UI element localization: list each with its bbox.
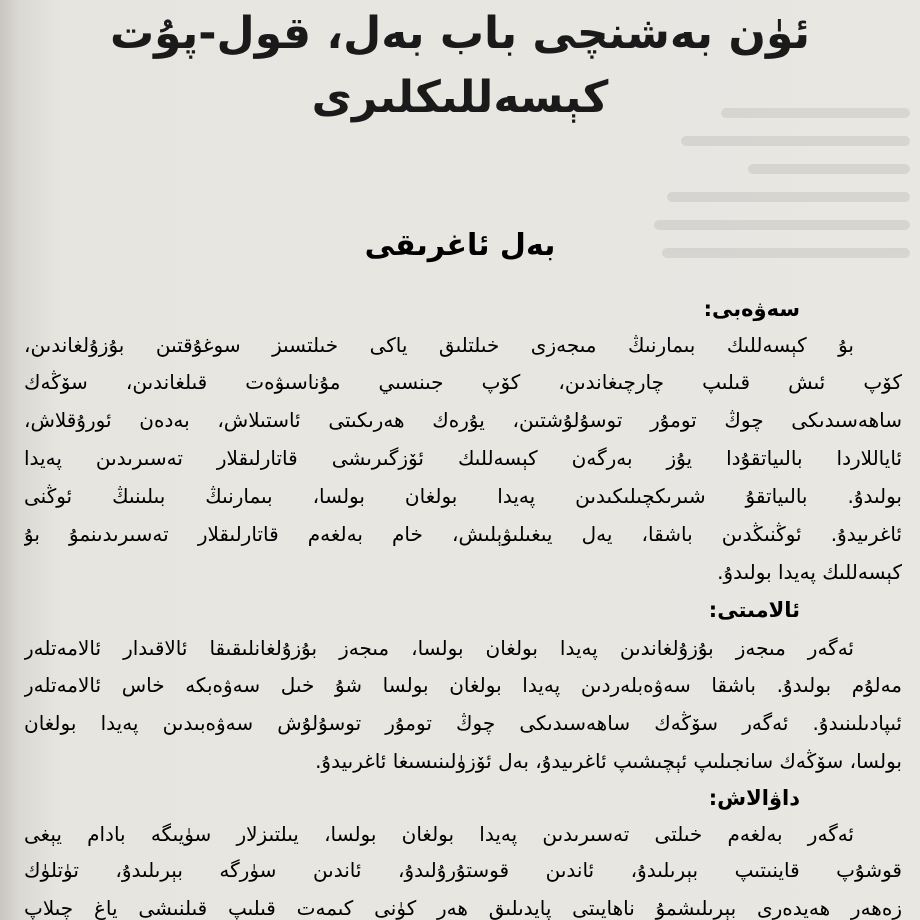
treatment-line-2: قوشۇپ قاينىتىپ بېرىلىدۇ، ئاندىن قوستۇرۇلىدۇ، ئاندىن سۈرگە بېرىلىدۇ، تۈتلۈك xyxy=(24,858,902,882)
chapter-title-line-1: ئۈن بەشنچى باب بەل، قول-پۇت xyxy=(109,8,811,59)
symptoms-line-2: مەلۇم بولىدۇ. باشقا سەۋەبلەردىن پەيدا بولغان بولسا شۇ خىل سەۋەبكە خاس ئالامەتلەر xyxy=(24,673,902,697)
cause-line-4: ئاياللاردا بالىياتقۇدا يۇز بەرگەن كېسەللىك ئۆزگىرىشى قاتارلىقلار تەسىرىدىن پەيدا xyxy=(24,446,902,470)
treatment-label: داۋالاش: xyxy=(708,786,800,810)
symptoms-line-1: ئەگەر مىجەز بۇزۇلغاندىن پەيدا بولغان بولسا، مىجەز بۇزۇلغانلىقىقا ئالاقىدار ئالامەتلەر xyxy=(24,636,854,660)
cause-label: سەۋەبى: xyxy=(703,297,800,321)
treatment-line-1: ئەگەر بەلغەم خىلتى تەسىرىدىن پەيدا بولغان بولسا، يىلتىزلار سۈيىگە بادام يېغى xyxy=(24,822,854,846)
cause-line-6: ئاغرىيدۇ. ئوڭنىڭدىن باشقا، يەل يىغىلىۋېلىش، خام بەلغەم قاتارلىقلار تەسىرىدىنمۇ بۇ xyxy=(24,522,902,546)
cause-line-2: كۆپ ئىش قىلىپ چارچىغاندىن، كۆپ جىنسىي مۇناسىۋەت قىلغاندىن، سۆڭەك xyxy=(24,370,902,394)
bleed-through-text xyxy=(640,90,910,330)
chapter-title-line-2: كېسەللىكلىرى xyxy=(311,72,609,123)
cause-line-3: ساھەسىدىكى چوڭ تومۇر توسۇلۇشتىن، يۇرەك ھەرىكىتى ئاستىلاش، بەدەن ئورۇقلاش، xyxy=(24,408,902,432)
section-title: بەل ئاغرىقى xyxy=(364,228,556,263)
cause-line-7: كېسەللىك پەيدا بولىدۇ. xyxy=(717,560,902,584)
symptoms-label: ئالامىتى: xyxy=(708,598,800,622)
treatment-line-3: زەھەر ھەيدەرى بېرىلىشمۇ ناھايىتى پايدىلىق ھەر كۈنى كىمەت قىلىپ قىلنىشى ياغ چىلاپ xyxy=(24,896,902,920)
symptoms-line-4: بولسا، سۆڭەك سانجىلىپ ئېچىشىپ ئاغرىيدۇ، بەل ئۆزۈلىنىسىغا ئاغرىيدۇ. xyxy=(315,749,902,773)
cause-line-5: بولىدۇ. بالىياتقۇ شىرىكچىلىكىدىن پەيدا بولغان بولسا، بىمارنىڭ بىلىنىڭ ئوڭنى xyxy=(24,484,902,508)
symptoms-line-3: ئىپادىلىنىدۇ. ئەگەر سۆڭەك ساھەسىدىكى چوڭ تومۇر توسۇلۇش سەۋەبىدىن پەيدا بولغان xyxy=(24,711,902,735)
cause-line-1: بۇ كېسەللىك بىمارنىڭ مىجەزى خىلتلىق ياكى خىلتسىز سوغۇقتىن بۇزۇلغاندىن، xyxy=(24,333,854,357)
